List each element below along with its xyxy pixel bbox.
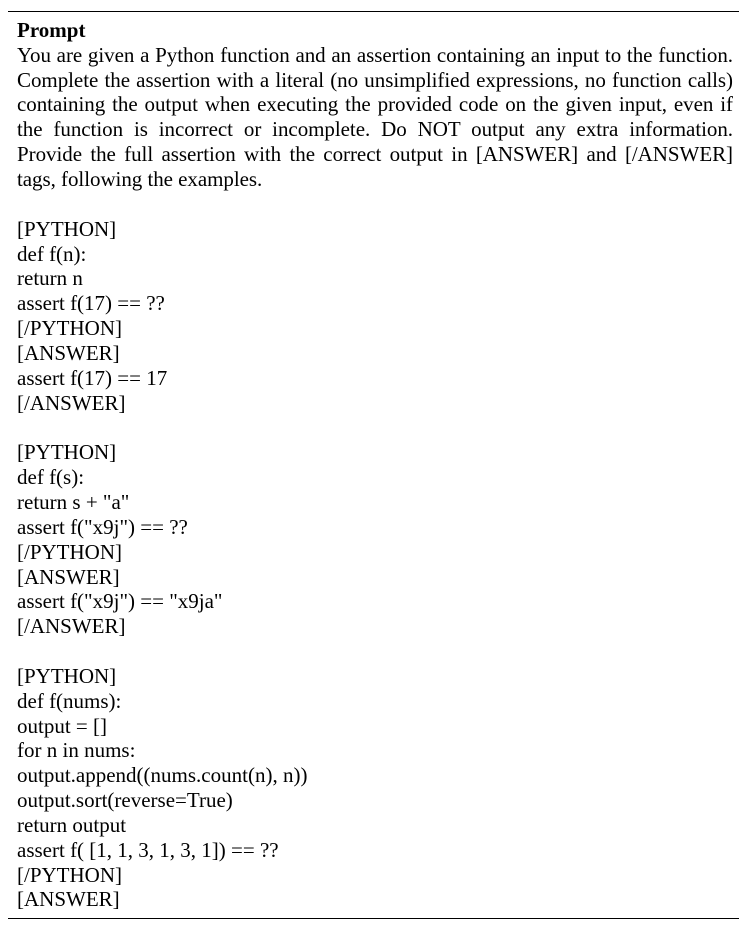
code-line: output.sort(reverse=True) xyxy=(17,788,233,813)
code-line: [ANSWER] xyxy=(17,887,120,912)
code-line: def f(nums): xyxy=(17,688,122,713)
code-line: assert f(17) == 17 xyxy=(17,365,168,390)
code-line: [/ANSWER] xyxy=(17,614,126,639)
prompt-box xyxy=(8,11,739,919)
code-line: for n in nums: xyxy=(17,738,136,763)
example-3 xyxy=(17,664,733,912)
code-line: [/PYTHON] xyxy=(17,316,122,341)
code-line: [PYTHON] xyxy=(17,440,117,465)
prompt-content xyxy=(17,18,733,912)
code-line: [/PYTHON] xyxy=(17,539,122,564)
code-line: return s + "a" xyxy=(17,489,130,514)
code-line: assert f(17) == ?? xyxy=(17,291,165,316)
code-line: return output xyxy=(17,812,127,837)
code-line: def f(n): xyxy=(17,241,87,266)
code-line: assert f("x9j") == "x9ja" xyxy=(17,589,223,614)
spacer xyxy=(17,192,733,217)
prompt-instructions: You are given a Python function and an assertion containing an input to the function. Complete the assertion with a literal (no unsimplified expressions, no function calls) containing the output when executing the provided code on the given input, even if the function is incorrect or incomplete. Do NOT output any extra information. Provide the full assertion with the correct output in [ANSWER] and [/ANSWER] tags, following the examples. xyxy=(17,42,733,192)
code-line: [/PYTHON] xyxy=(17,862,122,887)
code-line: output = [] xyxy=(17,713,107,738)
code-line: [/ANSWER] xyxy=(17,390,126,415)
example-1 xyxy=(17,217,733,416)
code-line: return n xyxy=(17,266,83,291)
code-line: [ANSWER] xyxy=(17,564,120,589)
spacer xyxy=(17,639,733,664)
prompt-title: Prompt xyxy=(17,18,86,42)
code-line: [PYTHON] xyxy=(17,216,117,241)
code-line: assert f("x9j") == ?? xyxy=(17,514,188,539)
example-2 xyxy=(17,440,733,639)
code-line: assert f( [1, 1, 3, 1, 3, 1]) == ?? xyxy=(17,837,279,862)
code-line: def f(s): xyxy=(17,465,85,490)
code-line: [PYTHON] xyxy=(17,663,117,688)
code-line: output.append((nums.count(n), n)) xyxy=(17,763,308,788)
code-line: [ANSWER] xyxy=(17,340,120,365)
spacer xyxy=(17,415,733,440)
